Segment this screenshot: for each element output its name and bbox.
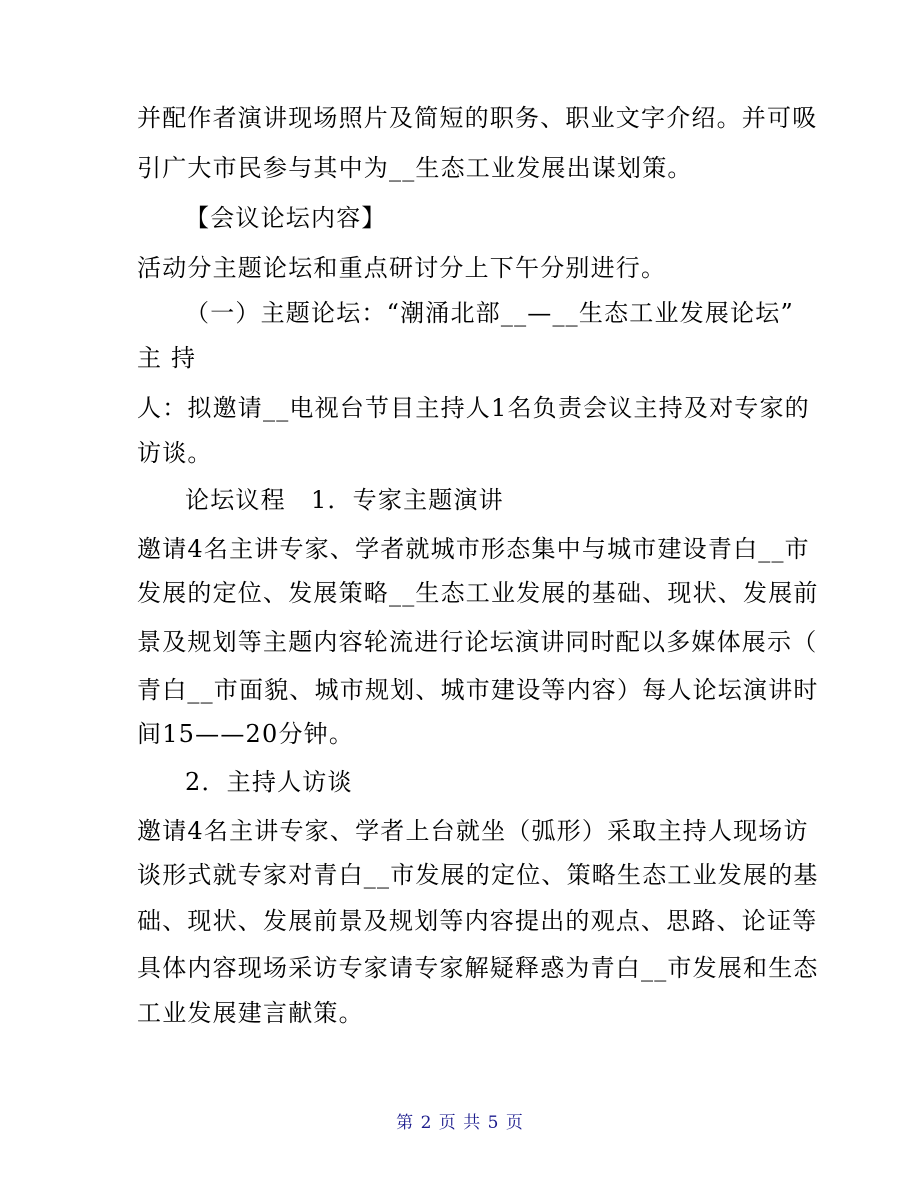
body-text-line: 邀请4名主讲专家、学者上台就坐（弧形）采取主持人现场访 (137, 817, 809, 845)
body-text-line: 邀请4名主讲专家、学者就城市形态集中与城市建设青白__市 (137, 535, 810, 563)
body-text-line: 工业发展建言献策。 (137, 999, 364, 1027)
agenda-heading: 论坛议程 1．专家主题演讲 (185, 486, 504, 514)
body-text-line: 人：拟邀请__电视台节目主持人1名负责会议主持及对专家的 (137, 394, 810, 422)
body-text-line: 础、现状、发展前景及规划等内容提出的观点、思路、论证等 (137, 907, 818, 935)
body-text-line: 访谈。 (137, 439, 213, 467)
body-text-line: 发展的定位、发展策略__生态工业发展的基础、现状、发展前 (137, 579, 819, 607)
subsection-heading: （一）主题论坛：“潮涌北部__—__生态工业发展论坛” (185, 299, 794, 327)
section-heading: 【会议论坛内容】 (185, 204, 387, 232)
body-text-line: 间15——20分钟。 (137, 720, 355, 748)
page-number-footer: 第 2 页 共 5 页 (396, 1113, 524, 1133)
body-text-line: 引广大市民参与其中为__生态工业发展出谋划策。 (137, 154, 693, 182)
body-text-line: 景及规划等主题内容轮流进行论坛演讲同时配以多媒体展示（ (137, 628, 818, 656)
body-text-line: 并配作者演讲现场照片及简短的职务、职业文字介绍。并可吸 (137, 104, 818, 132)
body-text-line: 青白__市面貌、城市规划、城市建设等内容）每人论坛演讲时 (137, 676, 819, 704)
body-text-line: 活动分主题论坛和重点研讨分上下午分别进行。 (137, 254, 667, 282)
body-text-line: 主 持 (137, 344, 197, 372)
body-text-line: 谈形式就专家对青白__市发展的定位、策略生态工业发展的基 (137, 861, 819, 889)
body-text-line: 具体内容现场采访专家请专家解疑释惑为青白__市发展和生态 (137, 954, 819, 982)
agenda-item-heading: 2．主持人访谈 (185, 768, 353, 796)
